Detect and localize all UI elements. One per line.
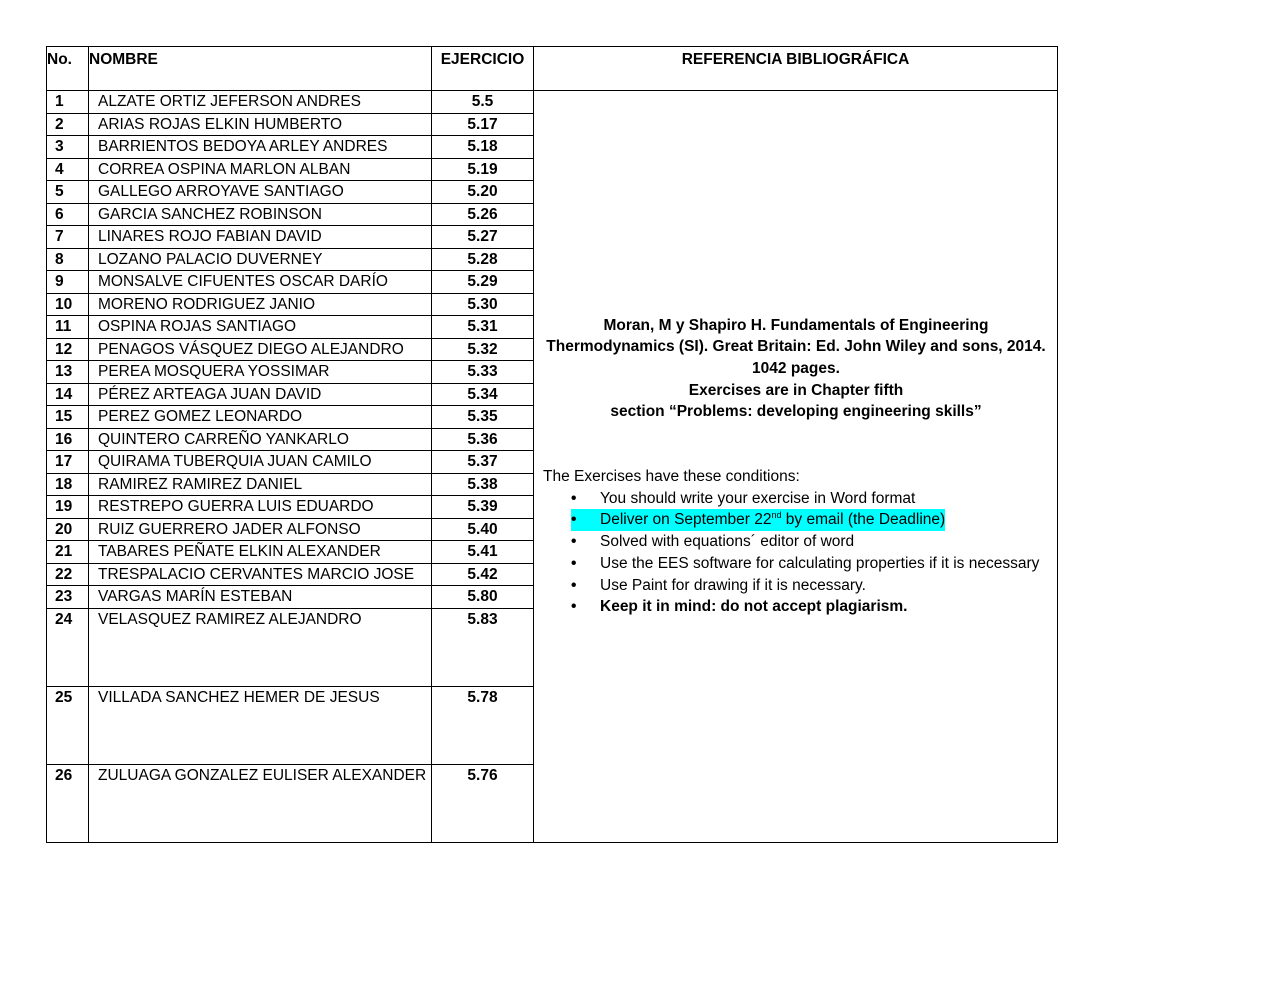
citation-line-2: Thermodynamics (SI). Great Britain: Ed. John Wiley and sons, 2014. <box>546 338 1046 356</box>
condition-item <box>571 531 1049 553</box>
student-name: TRESPALACIO CERVANTES MARCIO JOSE <box>89 563 432 586</box>
row-number: 6 <box>47 203 89 226</box>
bullet-icon: • <box>571 511 577 529</box>
citation-line-3: 1042 pages. <box>752 359 840 377</box>
row-number: 9 <box>47 271 89 294</box>
header-row <box>47 47 1058 91</box>
condition-item <box>571 488 1049 510</box>
exercise-number: 5.20 <box>432 181 534 204</box>
row-number: 7 <box>47 226 89 249</box>
row-number: 8 <box>47 248 89 271</box>
student-name: MORENO RODRIGUEZ JANIO <box>89 293 432 316</box>
exercise-number: 5.27 <box>432 226 534 249</box>
exercise-number: 5.36 <box>432 428 534 451</box>
condition-text-after: by email (the Deadline) <box>781 511 946 529</box>
exercise-number: 5.39 <box>432 496 534 519</box>
exercise-number: 5.31 <box>432 316 534 339</box>
student-name: PENAGOS VÁSQUEZ DIEGO ALEJANDRO <box>89 338 432 361</box>
bullet-icon: • <box>571 489 577 507</box>
row-number: 11 <box>47 316 89 339</box>
exercise-number: 5.18 <box>432 136 534 159</box>
exercise-number: 5.34 <box>432 383 534 406</box>
row-number: 14 <box>47 383 89 406</box>
student-name: VILLADA SANCHEZ HEMER DE JESUS <box>89 686 432 764</box>
student-name: VELASQUEZ RAMIREZ ALEJANDRO <box>89 608 432 686</box>
bullet-icon: • <box>571 576 577 594</box>
bullet-icon: • <box>571 598 577 616</box>
condition-item <box>571 553 1049 575</box>
student-name: OSPINA ROJAS SANTIAGO <box>89 316 432 339</box>
condition-text: Keep it in mind: do not accept plagiarism. <box>600 598 908 616</box>
exercise-number: 5.19 <box>432 158 534 181</box>
student-name: GALLEGO ARROYAVE SANTIAGO <box>89 181 432 204</box>
exercise-number: 5.5 <box>432 91 534 114</box>
student-name: PEREZ GOMEZ LEONARDO <box>89 406 432 429</box>
reference-cell <box>534 91 1058 843</box>
exercise-number: 5.42 <box>432 563 534 586</box>
bullet-icon: • <box>571 533 577 551</box>
exercise-number: 5.41 <box>432 541 534 564</box>
assignment-table <box>46 46 1058 843</box>
condition-text: You should write your exercise in Word format <box>600 489 916 507</box>
spacer <box>543 423 1049 466</box>
condition-item <box>571 575 1049 597</box>
exercise-number: 5.76 <box>432 764 534 842</box>
row-number: 23 <box>47 586 89 609</box>
header-no: No. <box>47 47 89 91</box>
student-name: VARGAS MARÍN ESTEBAN <box>89 586 432 609</box>
exercise-number: 5.80 <box>432 586 534 609</box>
exercise-number: 5.29 <box>432 271 534 294</box>
exercise-number: 5.28 <box>432 248 534 271</box>
reference-content <box>534 315 1057 618</box>
condition-item-highlighted <box>571 509 1049 531</box>
row-number: 19 <box>47 496 89 519</box>
student-name: TABARES PEÑATE ELKIN ALEXANDER <box>89 541 432 564</box>
exercise-number: 5.30 <box>432 293 534 316</box>
row-number: 12 <box>47 338 89 361</box>
header-exercise: EJERCICIO <box>432 47 534 91</box>
student-name: PEREA MOSQUERA YOSSIMAR <box>89 361 432 384</box>
exercise-number: 5.17 <box>432 113 534 136</box>
row-number: 1 <box>47 91 89 114</box>
student-name: RESTREPO GUERRA LUIS EDUARDO <box>89 496 432 519</box>
exercise-number: 5.78 <box>432 686 534 764</box>
citation-line-1: Moran, M y Shapiro H. Fundamentals of Engineering <box>603 316 989 334</box>
table-row <box>47 91 1058 114</box>
citation-line-5: section “Problems: developing engineering skills” <box>610 403 982 421</box>
exercise-number: 5.26 <box>432 203 534 226</box>
row-number: 25 <box>47 686 89 764</box>
student-name: BARRIENTOS BEDOYA ARLEY ANDRES <box>89 136 432 159</box>
row-number: 24 <box>47 608 89 686</box>
condition-superscript: nd <box>771 510 782 521</box>
condition-text-before: Deliver on September 22 <box>600 511 772 529</box>
citation-line-4: Exercises are in Chapter fifth <box>688 381 904 399</box>
exercise-number: 5.40 <box>432 518 534 541</box>
highlight <box>571 509 945 531</box>
row-number: 20 <box>47 518 89 541</box>
student-name: ARIAS ROJAS ELKIN HUMBERTO <box>89 113 432 136</box>
exercise-number: 5.33 <box>432 361 534 384</box>
row-number: 21 <box>47 541 89 564</box>
row-number: 16 <box>47 428 89 451</box>
student-name: ALZATE ORTIZ JEFERSON ANDRES <box>89 91 432 114</box>
student-name: PÉREZ ARTEAGA JUAN DAVID <box>89 383 432 406</box>
student-name: LINARES ROJO FABIAN DAVID <box>89 226 432 249</box>
row-number: 18 <box>47 473 89 496</box>
row-number: 2 <box>47 113 89 136</box>
conditions-intro: The Exercises have these conditions: <box>543 468 800 486</box>
condition-item-bold <box>571 596 1049 618</box>
row-number: 5 <box>47 181 89 204</box>
header-reference: REFERENCIA BIBLIOGRÁFICA <box>534 47 1058 91</box>
row-number: 10 <box>47 293 89 316</box>
exercise-number: 5.83 <box>432 608 534 686</box>
student-name: CORREA OSPINA MARLON ALBAN <box>89 158 432 181</box>
student-name: RUIZ GUERRERO JADER ALFONSO <box>89 518 432 541</box>
row-number: 3 <box>47 136 89 159</box>
exercise-number: 5.37 <box>432 451 534 474</box>
row-number: 26 <box>47 764 89 842</box>
citation <box>543 315 1049 424</box>
row-number: 22 <box>47 563 89 586</box>
student-name: RAMIREZ RAMIREZ DANIEL <box>89 473 432 496</box>
condition-text: Use Paint for drawing if it is necessary. <box>600 576 866 594</box>
table-body <box>47 91 1058 843</box>
conditions-list <box>543 488 1049 618</box>
student-name: LOZANO PALACIO DUVERNEY <box>89 248 432 271</box>
row-number: 15 <box>47 406 89 429</box>
row-number: 13 <box>47 361 89 384</box>
exercise-number: 5.32 <box>432 338 534 361</box>
exercise-number: 5.35 <box>432 406 534 429</box>
header-name: NOMBRE <box>89 47 432 91</box>
condition-text: Solved with equations´ editor of word <box>600 533 855 551</box>
student-name: QUIRAMA TUBERQUIA JUAN CAMILO <box>89 451 432 474</box>
bullet-icon: • <box>571 554 577 572</box>
student-name: ZULUAGA GONZALEZ EULISER ALEXANDER <box>89 764 432 842</box>
student-name: MONSALVE CIFUENTES OSCAR DARÍO <box>89 271 432 294</box>
row-number: 4 <box>47 158 89 181</box>
row-number: 17 <box>47 451 89 474</box>
student-name: GARCIA SANCHEZ ROBINSON <box>89 203 432 226</box>
exercise-number: 5.38 <box>432 473 534 496</box>
condition-text: Use the EES software for calculating properties if it is necessary <box>600 554 1040 572</box>
student-name: QUINTERO CARREÑO YANKARLO <box>89 428 432 451</box>
